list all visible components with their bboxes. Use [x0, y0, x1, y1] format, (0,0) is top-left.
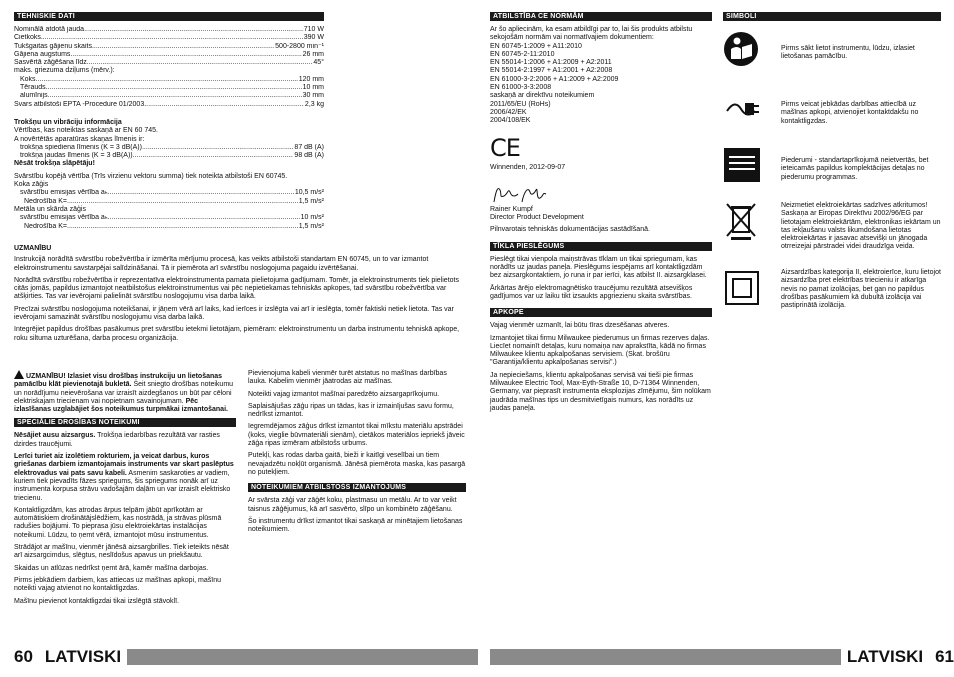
maintenance-paragraph: Ja nepieciešams, klientu apkalpošanas servisā vai tieši pie firmas Milwaukee Electric Tool, Max-Eyth-Straße 10, D-71364 Winnenden, Germany, var pieprasīt instrumenta eksplozijas zīmējumu, šim nolūkam jaudrāda mašīnas tips un desmitvietīgais numurs, kas norādīts uz jaudas paneļa. — [490, 371, 711, 412]
symbol-text: Aizsardzības kategorija II, elektroierīce, kuru lietojot aizsardzība pret elektrības triecieniu ir atkarīga nevis no pamat izolācijas, bet gan no papildus drošības pasākumiem kā dubultā izolācija vai pastiprinātā izolācija. — [781, 269, 941, 310]
maintenance-header: APKOPE — [490, 308, 712, 317]
spec-row: Sasvērtā zāģēšana līdz ..... 45° — [14, 59, 324, 67]
symbol-row — [723, 202, 941, 265]
warning-icon — [14, 370, 24, 379]
vibration-intro: Svārstību kopējā vērtība (Trīs virzienu vektoru summa) tiek noteikta atbilstoši EN 60745. — [14, 172, 288, 180]
noise-sub: A novērtētās aparatūras skaņas līmenis ir: — [14, 135, 145, 143]
safety-paragraph: Saplaisājušas zāģu ripas un tādas, kas ir izmainījušas savu formu, nedrīkst izmantot. — [248, 402, 454, 419]
spec-row: alumīnijs ..... 30 mm — [14, 92, 324, 100]
maintenance-paragraph: Vajag vienmēr uzmanīt, lai būtu tīras dzesēšanas atveres. — [490, 322, 670, 330]
warning-block: UZMANĪBU! Izlasiet visu drošības instrukciju un lietošanas pamācību klāt pievienotajā bukletā. Šeit sniegto drošības noteikumu un norādījumu neievērošana var izraisīt aizdegšanos un būt par cēloni elektriskajam triecienam vai nopietnam savainojumam. Pēc izlasīšanas uzglabājiet šos noteikumus turpmākai izmantošanai. — [14, 370, 236, 414]
spec-row: svārstību emisijas vērtība aₕ ..... 10,5 m/s² — [14, 189, 324, 197]
footer-bar — [127, 649, 478, 665]
symbol-text: Pirms veicat jebkādas darbības attiecībā uz mašīnas apkopi, atvienojiet kontaktdakšu no kontaktligzdas. — [781, 101, 919, 125]
tech-data-header: TEHNISKIE DATI — [14, 12, 324, 21]
read-manual-icon — [723, 31, 761, 67]
ce-norm: 2011/65/EU (RoHs) — [490, 100, 551, 108]
page-number: 60 — [14, 647, 33, 666]
use-paragraph: Šo instrumentu drīkst izmantot tikai saskaņā ar minētajiem lietošanas noteikumiem. — [248, 517, 463, 534]
intended-use-header: NOTEIKUMIEM ATBILSTOŠS IZMANTOJUMS — [248, 483, 466, 492]
safety-paragraph: Pirms jebkādiem darbiem, kas attiecas uz mašīnas apkopi, mašīnu noteikti vajag atvienot no kontaktligzdas. — [14, 576, 221, 593]
safety-paragraph: Putekļi, kas rodas darba gaitā, bieži ir kaitīgi veselībai un tiem nevajadzētu nokļūt organismā. Jānēsā piemērota maska, kas pasargā no putekļiem. — [248, 452, 466, 476]
noise-title: Trokšņu un vibrāciju informācija — [14, 118, 122, 126]
footer-right — [490, 647, 954, 667]
spec-row: Nominālā atdotā jauda ..... 710 W — [14, 26, 324, 34]
signer-name: Rainer Kumpf — [490, 205, 533, 213]
page-number: 61 — [935, 647, 954, 666]
safety-paragraph: Strādājot ar mašīnu, vienmēr jānēsā aizsargbrilles. Tiek ieteikts nēsāt arī aizsargcimdus, slēgtus, neslīdošus apavus un priekšautu. — [14, 544, 229, 560]
language-label: LATVISKI — [44, 647, 122, 666]
note-header: UZMANĪBU — [14, 245, 52, 252]
safety-paragraph: Lerīci turiet aiz izolētiem rokturiem, ja veicat darbus, kuros griešanas darbiem izmantojamais instruments var skart paslēptus elektrovadus vai pats savu kabeli. Asmenim saskaroties ar vadiem, kuriem tiek pievadīts fāzes spriegums, šis spriegums nonāk arī uz instrumenta korpusa strāvu vadošajām daļām un var izraisīt elektrisko triecienu. — [14, 453, 234, 502]
depth-title: maks. griezuma dziļums (mērv.): — [14, 67, 115, 75]
unplug-icon — [723, 89, 761, 125]
symbol-row — [723, 269, 941, 329]
symbol-row — [723, 89, 941, 147]
wood-saw-title: Koka zāģis — [14, 181, 49, 189]
symbol-text: Piederumi - standartaprīkojumā neietvertās, bet ieteicamās papildus komplektācijas detaļas no piederumu programmas. — [781, 157, 929, 181]
ce-intro: Ar šo apliecinām, ka esam atbildīgi par to, lai šis produkts atbilstu sekojošām normām vai normatīvajiem dokumentiem: — [490, 26, 693, 42]
safety-paragraph: Noteikti vajag izmantot mašīnai paredzēto aizsargaprīkojumu. — [248, 390, 440, 398]
mains-header: TĪKLA PIESLĒGUMS — [490, 242, 712, 251]
ce-norm: saskaņā ar direktīvu noteikumiem — [490, 92, 595, 100]
safety-paragraph: Pievienojuma kabeli vienmēr turēt atstatus no mašīnas darbības lauka. Kabelim vienmēr jāatrodas aiz mašīnas. — [248, 370, 447, 386]
safety-paragraph: Iegremdējamos zāģus drīkst izmantot tikai mīkstu materiālu apstrādei (koks, vieglie būvmateriāli sienām), cietākos materiālos iepriekš jāveic zāģa ripas izmēram atbilstošs urbums. — [248, 423, 465, 448]
ce-norm: 2004/108/EK — [490, 117, 531, 125]
safety-paragraph: Nēsājiet ausu aizsargus. Trokšņa iedarbības rezultātā var rasties dzirdes traucējumi. — [14, 432, 220, 448]
footer-bar — [490, 649, 841, 665]
spec-row: Gājiena augstums ..... 26 mm — [14, 51, 324, 59]
signer-title: Director Product Development — [490, 214, 584, 222]
spec-row: trokšņa spiediena līmenis (K = 3 dB(A)) ..... 87 dB (A) — [14, 144, 324, 152]
spec-row: Tērauds ..... 10 mm — [14, 84, 324, 92]
left-column-2 — [248, 370, 466, 538]
maintenance-paragraph: Izmantojiet tikai firmu Milwaukee piederumus un firmas rezerves daļas. Liecīet nomainīt detaļas, kuru nomaiņa nav aprakstīta, kādā no firmas Milwaukee klientu apkalpošanas servisiem. (Skat. brošūru "Garantija/klientu apkalpošanas servisi".) — [490, 334, 710, 367]
ce-norm: 2006/42/EK — [490, 108, 527, 116]
ce-date: Winnenden, 2012-09-07 — [490, 163, 566, 171]
note-section — [14, 245, 462, 347]
ce-norm: EN 60745-1:2009 + A11:2010 — [490, 42, 582, 50]
metal-saw-title: Metāla un skārda zāģis — [14, 205, 86, 213]
language-label: LATVISKI — [846, 647, 924, 666]
symbol-row — [723, 147, 941, 202]
special-safety-header: SPECIĀLIE DROŠĪBAS NOTEIKUMI — [14, 418, 236, 427]
symbol-text: Pirms sākt lietot instrumentu, lūdzu, izlasiet lietošanas pamācību. — [781, 45, 915, 61]
spec-row: Koks ..... 120 mm — [14, 76, 324, 84]
spec-row: Cietkoks ..... 390 W — [14, 34, 324, 42]
ce-norm: EN 55014-2:1997 + A1:2001 + A2:2008 — [490, 67, 613, 75]
mains-paragraph: Pieslēgt tikai vienpola maiņstrāvas tīklam un tikai spriegumam, kas norādīts uz jaudas paneļa. Pieslēgums iespējams arī kontaktligzdām bez aizsargkontaktiem, jo runa ir par ierīci, kas atbilst II. aizsargklasei. — [490, 255, 707, 280]
class-ii-icon — [723, 269, 761, 305]
footer-left — [14, 647, 478, 667]
hearing-protection: Nēsāt trokšņa slāpētāju! — [14, 160, 95, 168]
ce-norm: EN 60745-2-11:2010 — [490, 50, 555, 58]
right-column-1 — [490, 12, 712, 417]
noise-intro: Vērtības, kas noteiktas saskaņā ar EN 60 745. — [14, 127, 158, 135]
ce-norm: EN 61000-3-2:2006 + A1:2009 + A2:2009 — [490, 75, 619, 83]
safety-paragraph: Skaidas un atlūzas nedrīkst ņemt ārā, kamēr mašīna darbojas. — [14, 564, 209, 572]
signature-icon — [490, 182, 712, 206]
ce-header: ATBILSTĪBA CE NORMĀM — [490, 12, 712, 21]
ce-mark-icon: CE — [490, 133, 520, 162]
left-column-1 — [14, 12, 324, 247]
symbols-header: SIMBOLI — [723, 12, 941, 21]
spec-row: Svars atbilstoši EPTA -Procedure 01/2003 ..... 2,3 kg — [14, 101, 324, 109]
left-column-1-lower — [14, 370, 236, 610]
accessories-icon — [723, 147, 761, 183]
note-paragraph: Instrukcijā norādītā svārstību robežvērtība ir izmērīta mērījumu procesā, kas veikts atbilstoši standartam EN 60745, un to var izmantot elektroinstrumentu savstarpējai salīdzināšanai. Tā ir piemērota arī svārstību noslogojuma pagaidu izvērtēšanai. — [14, 256, 429, 272]
spec-row: Nedrošība K= ..... 1,5 m/s² — [14, 223, 324, 231]
weee-bin-icon — [723, 202, 761, 238]
right-column-2 — [723, 12, 941, 329]
note-paragraph: Precīzai svārstību noslogojuma noteikšanai, ir jāņem vērā arī laiks, kad ierīces ir izslēgta vai arī ir ieslēgta, tomēr faktiski netiek lietota. Tas var ievērojami samazināt svārstību noslogojumu visa darba laikā. — [14, 305, 454, 322]
note-paragraph: Norādītā svārstību robežvērtība ir reprezentatīva elektroinstrumenta pamata pielietojuma gadījumam. Tomēr, ja elektroinstruments tiek pielietots citās jomās, papildus izmantojot neatbilstošus elektroinstrumentus vai pēc nepietiekamas tehniskās apkopes, tad svārstību robežvērtība var atšķirties. Tas var ievērojami palielināt svārstību noslogojumu visa darba laikā. — [14, 276, 459, 301]
safety-paragraph: Mašīnu pievienot kontaktligzdai tikai izslēgtā stāvoklī. — [14, 597, 179, 605]
spec-row: Nedrošība K= ..... 1,5 m/s² — [14, 198, 324, 206]
symbol-row — [723, 31, 941, 89]
safety-paragraph: Kontaktligzdām, kas atrodas ārpus telpām jābūt aprīkotām ar automātiskiem drošinātājslēdžiem, kas nostrādā, ja strāvas plūsmā radušies bojājumi. To pieprasa jūsu elektroiekārtas instalācijas noteikumi. Lūdzu, to ņemt vērā, izmantojot mūsu instrumentus. — [14, 506, 222, 539]
spec-row: trokšņa jaudas līmenis (K = 3 dB(A)) ..... 98 dB (A) — [14, 152, 324, 160]
note-paragraph: Integrējiet papildus drošības pasākumus pret svārstību ietekmi lietotājam, piemēram: elektroinstrumentu un darba instrumentu tehniskā apkope, roku siltuma uzturēšana, darba procesu organizācija. — [14, 326, 460, 342]
spec-row: Tukšgaitas gājienu skaits ..... 500-2800 min⁻¹ — [14, 43, 324, 51]
symbol-text: Neizmetiet elektroiekārtas sadzīves atkritumos! Saskaņa ar Eiropas Direktīvu 2002/96/EG par lietotajam elektroiekārtām, elektronikas iekārtam un tas iekļaušanu valsts likumdošana lietotas elektroiekārtas ir jasavac atsevišķi un jānogada otrreizejai pārstradei videi draudzīga veida. — [781, 202, 941, 251]
ce-norm: EN 55014-1:2006 + A1:2009 + A2:2011 — [490, 59, 612, 67]
ce-authorised: Pilnvarotais tehniskās dokumentācijas sastādīšanā. — [490, 226, 650, 234]
spec-row: svārstību emisijas vērtība aₕ ..... 10 m/s² — [14, 214, 324, 222]
mains-paragraph: Ārkārtas ārējo elektromagnētisko traucējumu rezultātā atsevišķos gadījumos var uz laiku tikt izsaukts apgriezienu skaita svārstības. — [490, 284, 693, 300]
ce-norm: EN 61000-3-3:2008 — [490, 84, 552, 92]
use-paragraph: Ar svārsta zāģi var zāģēt koku, plastmasu un metālu. Ar to var veikt taisnus zāģējumus, kā arī sasvērto, slīpo un kombinēto zāģēšanu. — [248, 497, 457, 513]
